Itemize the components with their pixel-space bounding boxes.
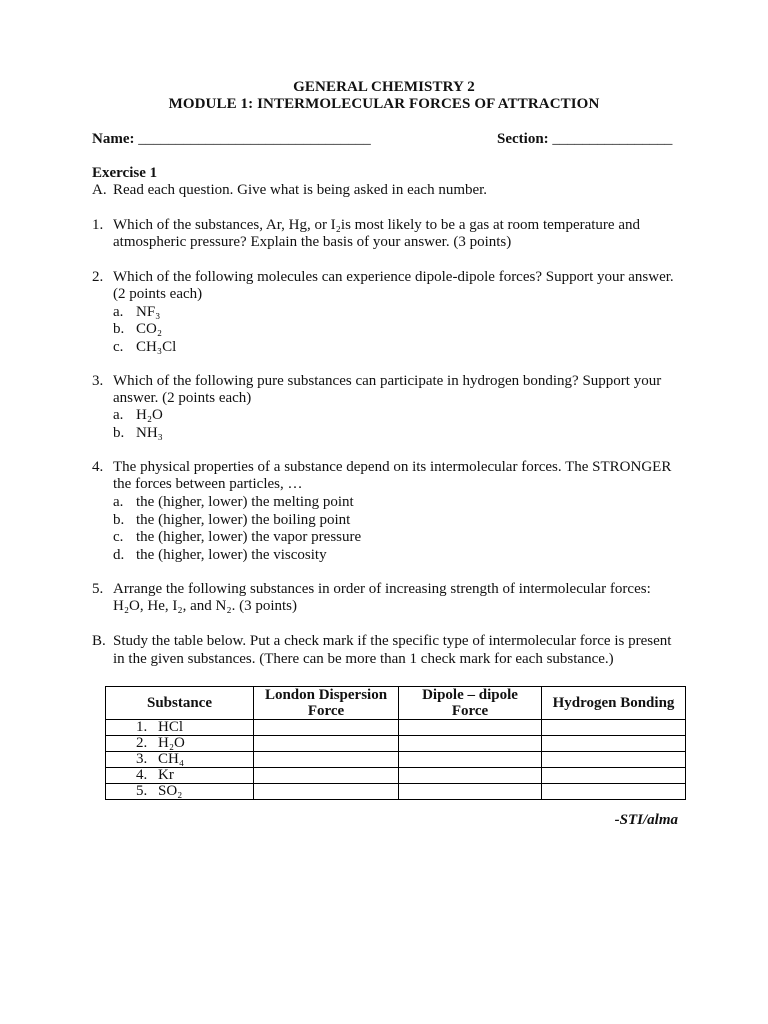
choice-letter: b. <box>113 512 125 528</box>
choice-text: H₂O <box>136 407 163 423</box>
choice-text: the (higher, lower) the boiling point <box>136 512 351 528</box>
hydrogen-bonding-check-cell <box>542 768 686 784</box>
substance-name: SO₂ <box>158 783 183 799</box>
dipole-dipole-check-cell <box>399 784 542 800</box>
substance-name: H₂O <box>158 735 185 751</box>
question-text-line: H₂O, He, I₂, and N₂. (3 points) <box>113 598 297 614</box>
choice-text: the (higher, lower) the vapor pressure <box>136 529 362 545</box>
substance-name: HCl <box>158 719 184 735</box>
name-field <box>92 130 371 148</box>
question-text-line: (2 points each) <box>113 286 203 302</box>
choice-text: the (higher, lower) the viscosity <box>136 547 327 563</box>
dipole-dipole-check-cell <box>399 752 542 768</box>
module-title: MODULE 1: INTERMOLECULAR FORCES OF ATTRACTION <box>168 96 600 112</box>
part-b-instruction-line: Study the table below. Put a check mark if the specific type of intermolecular force is present <box>113 633 672 649</box>
part-b-instruction-line: in the given substances. (There can be more than 1 check mark for each substance.) <box>113 651 614 667</box>
row-number: 3. <box>136 751 148 767</box>
question-text-line: Which of the substances, Ar, Hg, or I₂is most likely to be a gas at room temperature and <box>113 217 640 233</box>
question-text-line: The physical properties of a substance depend on its intermolecular forces. The STRONGER <box>113 459 672 475</box>
section-field <box>497 130 672 148</box>
choice-letter: a. <box>113 304 124 320</box>
choice-text: CO₂ <box>136 321 163 337</box>
london-dispersion-check-cell <box>254 784 399 800</box>
choice-letter: d. <box>113 547 125 563</box>
header-hydrogen-bonding: Hydrogen Bonding <box>542 687 686 720</box>
author-signature: -STI/alma <box>614 812 678 828</box>
exercise-heading: Exercise 1 <box>92 165 158 181</box>
london-dispersion-check-cell <box>254 736 399 752</box>
table-row <box>106 752 686 768</box>
choice-text: NF₃ <box>136 304 161 320</box>
substance-name: CH₄ <box>158 751 185 767</box>
choice-letter: c. <box>113 529 124 545</box>
part-b-letter: B. <box>92 633 106 649</box>
question-text-line: answer. (2 points each) <box>113 390 252 406</box>
choice-text: the (higher, lower) the melting point <box>136 494 354 510</box>
hydrogen-bonding-check-cell <box>542 736 686 752</box>
substance-cell <box>106 736 254 752</box>
hydrogen-bonding-check-cell <box>542 720 686 736</box>
choice-text: CH₃Cl <box>136 339 177 355</box>
question-number: 1. <box>92 217 104 233</box>
table-row <box>106 720 686 736</box>
part-a-instruction: Read each question. Give what is being asked in each number. <box>113 182 488 198</box>
part-a-letter: A. <box>92 182 107 198</box>
hydrogen-bonding-check-cell <box>542 784 686 800</box>
choice-text: NH₃ <box>136 425 163 441</box>
question-number: 4. <box>92 459 104 475</box>
section-label: Section: <box>497 131 549 147</box>
question-number: 5. <box>92 581 104 597</box>
table-row <box>106 768 686 784</box>
row-number: 5. <box>136 783 148 799</box>
dipole-dipole-check-cell <box>399 768 542 784</box>
substance-cell <box>106 752 254 768</box>
choice-letter: b. <box>113 425 125 441</box>
question-text-line: atmospheric pressure? Explain the basis of your answer. (3 points) <box>113 234 512 250</box>
dipole-dipole-check-cell <box>399 720 542 736</box>
question-number: 2. <box>92 269 104 285</box>
table-row <box>106 784 686 800</box>
section-blank-line: ________________ <box>552 131 673 147</box>
row-number: 4. <box>136 767 148 783</box>
question-text-line: Which of the following molecules can experience dipole-dipole forces? Support your answer. <box>113 269 674 285</box>
question-text-line: Which of the following pure substances can participate in hydrogen bonding? Support your <box>113 373 662 389</box>
row-number: 2. <box>136 735 148 751</box>
choice-letter: c. <box>113 339 124 355</box>
dipole-dipole-check-cell <box>399 736 542 752</box>
substance-cell <box>106 768 254 784</box>
hydrogen-bonding-check-cell <box>542 752 686 768</box>
choice-letter: b. <box>113 321 125 337</box>
substance-cell <box>106 784 254 800</box>
intermolecular-forces-table <box>105 686 686 800</box>
choice-letter: a. <box>113 494 124 510</box>
header-substance: Substance <box>106 687 254 720</box>
name-blank-line: _______________________________ <box>138 131 371 147</box>
question-text-line: the forces between particles, … <box>113 476 303 492</box>
substance-name: Kr <box>158 767 174 783</box>
choice-letter: a. <box>113 407 124 423</box>
table-header-row <box>106 687 686 720</box>
header-dipole-dipole: Dipole – dipole Force <box>399 687 542 720</box>
london-dispersion-check-cell <box>254 720 399 736</box>
london-dispersion-check-cell <box>254 768 399 784</box>
substance-cell <box>106 720 254 736</box>
table-row <box>106 736 686 752</box>
row-number: 1. <box>136 719 148 735</box>
header-london-dispersion: London Dispersion Force <box>254 687 399 720</box>
london-dispersion-check-cell <box>254 752 399 768</box>
document-title: GENERAL CHEMISTRY 2 <box>293 79 475 95</box>
question-text-line: Arrange the following substances in order of increasing strength of intermolecular forces: <box>113 581 651 597</box>
name-label: Name: <box>92 131 135 147</box>
question-number: 3. <box>92 373 104 389</box>
